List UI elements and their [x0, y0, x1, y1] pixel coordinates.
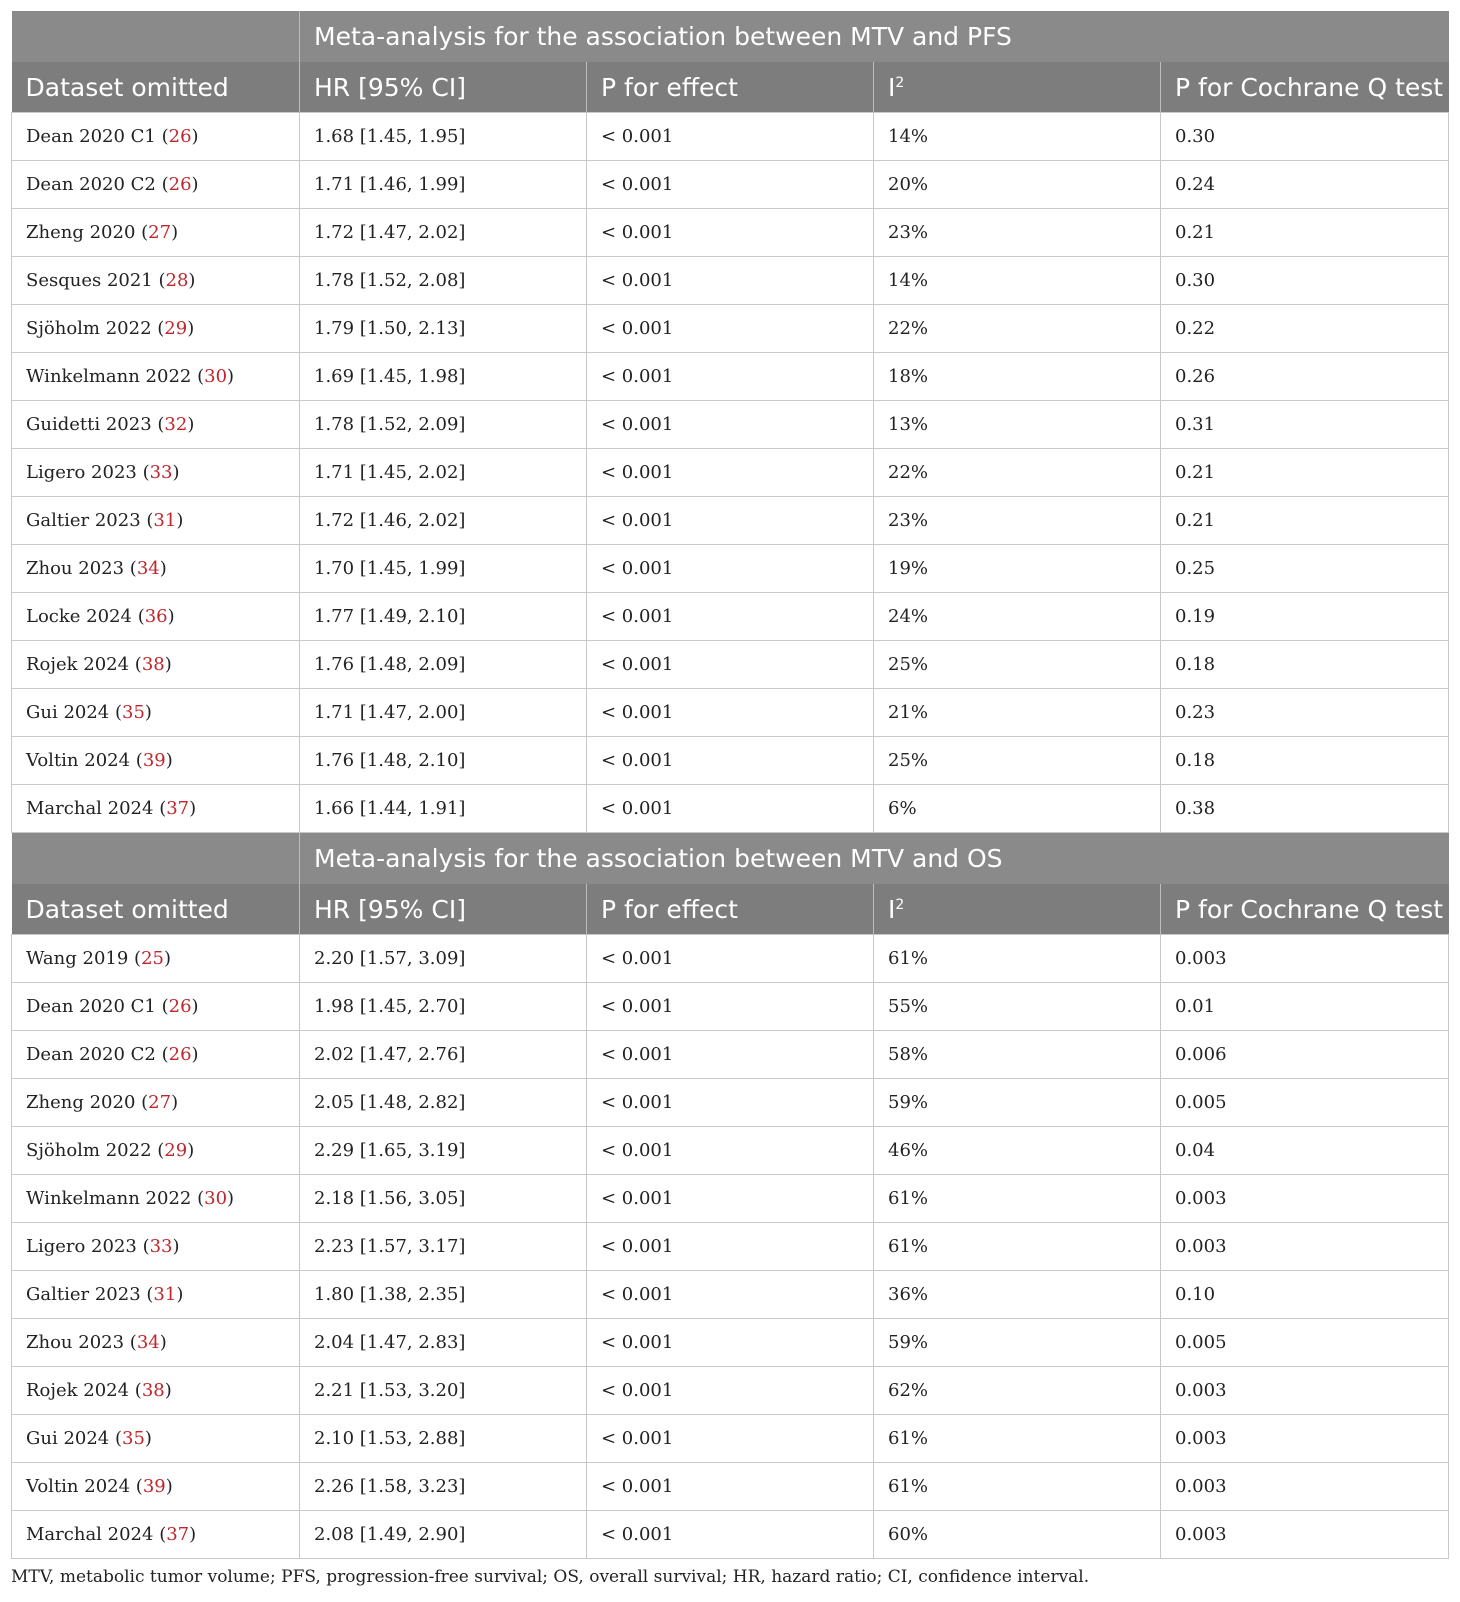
cell-i-squared: 14%	[874, 113, 1161, 161]
cell-i-squared: 61%	[874, 1175, 1161, 1223]
cell-cochrane-q: 0.30	[1161, 257, 1449, 305]
cell-i-squared: 13%	[874, 401, 1161, 449]
reference-link[interactable]: 26	[168, 996, 192, 1017]
cell-dataset-omitted: Zhou 2023 (34)	[12, 545, 300, 593]
table-row	[12, 1511, 1449, 1559]
cell-p-effect: < 0.001	[587, 1079, 874, 1127]
table-row	[12, 737, 1449, 785]
cell-hr-ci: 2.26 [1.58, 3.23]	[300, 1463, 587, 1511]
cell-dataset-omitted: Zheng 2020 (27)	[12, 209, 300, 257]
cell-dataset-omitted: Marchal 2024 (37)	[12, 1511, 300, 1559]
dataset-name: Winkelmann 2022	[26, 1188, 192, 1209]
cell-hr-ci: 1.76 [1.48, 2.09]	[300, 641, 587, 689]
column-header-hr-ci: HR [95% CI]	[300, 62, 587, 113]
group-title-spacer	[12, 833, 300, 885]
cell-i-squared: 59%	[874, 1319, 1161, 1367]
dataset-name: Galtier 2023	[26, 510, 141, 531]
os-group-title-row	[12, 833, 1449, 885]
cell-dataset-omitted: Sjöholm 2022 (29)	[12, 1127, 300, 1175]
cell-dataset-omitted: Winkelmann 2022 (30)	[12, 353, 300, 401]
reference-link[interactable]: 37	[166, 1524, 190, 1545]
table-row	[12, 1031, 1449, 1079]
i-label: I	[888, 894, 896, 924]
cell-dataset-omitted: Dean 2020 C1 (26)	[12, 983, 300, 1031]
cell-dataset-omitted: Winkelmann 2022 (30)	[12, 1175, 300, 1223]
cell-i-squared: 21%	[874, 689, 1161, 737]
column-header-hr-ci: HR [95% CI]	[300, 884, 587, 935]
cell-p-effect: < 0.001	[587, 1319, 874, 1367]
cell-cochrane-q: 0.18	[1161, 641, 1449, 689]
reference-link[interactable]: 37	[166, 798, 190, 819]
column-header-i-squared	[874, 62, 1161, 113]
cell-dataset-omitted: Sjöholm 2022 (29)	[12, 305, 300, 353]
cell-hr-ci: 1.78 [1.52, 2.09]	[300, 401, 587, 449]
cell-p-effect: < 0.001	[587, 1127, 874, 1175]
cell-hr-ci: 1.71 [1.47, 2.00]	[300, 689, 587, 737]
cell-hr-ci: 2.05 [1.48, 2.82]	[300, 1079, 587, 1127]
table-row	[12, 305, 1449, 353]
dataset-name: Guidetti 2023	[26, 414, 152, 435]
cell-cochrane-q: 0.006	[1161, 1031, 1449, 1079]
cell-cochrane-q: 0.003	[1161, 1175, 1449, 1223]
cell-i-squared: 55%	[874, 983, 1161, 1031]
dataset-name: Gui 2024	[26, 702, 110, 723]
reference-link[interactable]: 31	[153, 510, 177, 531]
table-row	[12, 1415, 1449, 1463]
cell-hr-ci: 2.02 [1.47, 2.76]	[300, 1031, 587, 1079]
cell-i-squared: 14%	[874, 257, 1161, 305]
dataset-name: Zheng 2020	[26, 1092, 136, 1113]
cell-cochrane-q: 0.18	[1161, 737, 1449, 785]
dataset-name: Marchal 2024	[26, 798, 154, 819]
column-header-p-effect: P for effect	[587, 62, 874, 113]
cell-p-effect: < 0.001	[587, 1271, 874, 1319]
cell-hr-ci: 2.04 [1.47, 2.83]	[300, 1319, 587, 1367]
cell-cochrane-q: 0.23	[1161, 689, 1449, 737]
cell-p-effect: < 0.001	[587, 1511, 874, 1559]
cell-dataset-omitted: Gui 2024 (35)	[12, 1415, 300, 1463]
table-row	[12, 449, 1449, 497]
cell-i-squared: 18%	[874, 353, 1161, 401]
cell-hr-ci: 1.77 [1.49, 2.10]	[300, 593, 587, 641]
cell-hr-ci: 2.18 [1.56, 3.05]	[300, 1175, 587, 1223]
reference-link[interactable]: 30	[204, 1188, 228, 1209]
cell-cochrane-q: 0.25	[1161, 545, 1449, 593]
reference-link[interactable]: 31	[153, 1284, 177, 1305]
cell-p-effect: < 0.001	[587, 641, 874, 689]
cell-p-effect: < 0.001	[587, 785, 874, 833]
reference-link[interactable]: 35	[122, 702, 145, 723]
cell-i-squared: 24%	[874, 593, 1161, 641]
cell-hr-ci: 1.72 [1.46, 2.02]	[300, 497, 587, 545]
cell-p-effect: < 0.001	[587, 1175, 874, 1223]
cell-dataset-omitted: Wang 2019 (25)	[12, 935, 300, 983]
cell-dataset-omitted: Dean 2020 C2 (26)	[12, 161, 300, 209]
column-header-p-effect: P for effect	[587, 884, 874, 935]
table-footnote: MTV, metabolic tumor volume; PFS, progression-free survival; OS, overall survival; HR, hazard ratio; CI, confidence interval.	[11, 1567, 1090, 1587]
table-row	[12, 1127, 1449, 1175]
cell-p-effect: < 0.001	[587, 1223, 874, 1271]
reference-link[interactable]: 35	[122, 1428, 145, 1449]
sensitivity-analysis-table	[11, 11, 1449, 1559]
table-row	[12, 1079, 1449, 1127]
cell-cochrane-q: 0.21	[1161, 497, 1449, 545]
reference-link[interactable]: 27	[148, 1092, 172, 1113]
cell-i-squared: 61%	[874, 935, 1161, 983]
cell-p-effect: < 0.001	[587, 401, 874, 449]
reference-link[interactable]: 26	[168, 1044, 192, 1065]
cell-p-effect: < 0.001	[587, 1031, 874, 1079]
cell-hr-ci: 1.69 [1.45, 1.98]	[300, 353, 587, 401]
reference-link[interactable]: 33	[149, 462, 173, 483]
table-row	[12, 689, 1449, 737]
table-row	[12, 353, 1449, 401]
column-header-dataset-omitted: Dataset omitted	[12, 62, 300, 113]
cell-p-effect: < 0.001	[587, 983, 874, 1031]
cell-i-squared: 25%	[874, 737, 1161, 785]
cell-i-squared: 61%	[874, 1415, 1161, 1463]
cell-dataset-omitted: Rojek 2024 (38)	[12, 1367, 300, 1415]
cell-i-squared: 46%	[874, 1127, 1161, 1175]
cell-hr-ci: 1.79 [1.50, 2.13]	[300, 305, 587, 353]
cell-i-squared: 61%	[874, 1223, 1161, 1271]
cell-p-effect: < 0.001	[587, 593, 874, 641]
table-row	[12, 497, 1449, 545]
dataset-name: Rojek 2024	[26, 654, 130, 675]
reference-link[interactable]: 29	[164, 1140, 188, 1161]
cell-hr-ci: 1.71 [1.45, 2.02]	[300, 449, 587, 497]
cell-cochrane-q: 0.005	[1161, 1079, 1449, 1127]
dataset-name: Marchal 2024	[26, 1524, 154, 1545]
cell-cochrane-q: 0.30	[1161, 113, 1449, 161]
cell-i-squared: 19%	[874, 545, 1161, 593]
pfs-section-header	[12, 11, 1449, 113]
table-row	[12, 545, 1449, 593]
dataset-name: Sjöholm 2022	[26, 318, 152, 339]
i-superscript: 2	[895, 896, 905, 913]
column-header-dataset-omitted: Dataset omitted	[12, 884, 300, 935]
table-row	[12, 1463, 1449, 1511]
dataset-name: Rojek 2024	[26, 1380, 130, 1401]
pfs-table-body	[12, 113, 1449, 833]
pfs-column-header-row	[12, 62, 1449, 113]
table-row	[12, 1223, 1449, 1271]
table-row	[12, 935, 1449, 983]
dataset-name: Galtier 2023	[26, 1284, 141, 1305]
cell-dataset-omitted: Gui 2024 (35)	[12, 689, 300, 737]
cell-i-squared: 25%	[874, 641, 1161, 689]
reference-link[interactable]: 28	[165, 270, 189, 291]
dataset-name: Dean 2020 C1	[26, 126, 156, 147]
cell-dataset-omitted: Zheng 2020 (27)	[12, 1079, 300, 1127]
cell-hr-ci: 2.21 [1.53, 3.20]	[300, 1367, 587, 1415]
cell-dataset-omitted: Dean 2020 C2 (26)	[12, 1031, 300, 1079]
cell-p-effect: < 0.001	[587, 1463, 874, 1511]
column-header-i-squared	[874, 884, 1161, 935]
cell-p-effect: < 0.001	[587, 545, 874, 593]
cell-p-effect: < 0.001	[587, 161, 874, 209]
cell-p-effect: < 0.001	[587, 209, 874, 257]
reference-link[interactable]: 30	[204, 366, 228, 387]
table-row	[12, 1367, 1449, 1415]
cell-i-squared: 36%	[874, 1271, 1161, 1319]
table-row	[12, 593, 1449, 641]
cell-dataset-omitted: Rojek 2024 (38)	[12, 641, 300, 689]
dataset-name: Ligero 2023	[26, 462, 137, 483]
cell-cochrane-q: 0.04	[1161, 1127, 1449, 1175]
cell-i-squared: 59%	[874, 1079, 1161, 1127]
cell-hr-ci: 2.08 [1.49, 2.90]	[300, 1511, 587, 1559]
dataset-name: Dean 2020 C2	[26, 174, 156, 195]
cell-cochrane-q: 0.26	[1161, 353, 1449, 401]
cell-i-squared: 62%	[874, 1367, 1161, 1415]
i-label: I	[888, 72, 896, 102]
reference-link[interactable]: 29	[164, 318, 188, 339]
reference-link[interactable]: 36	[144, 606, 168, 627]
reference-link[interactable]: 33	[149, 1236, 173, 1257]
cell-dataset-omitted: Ligero 2023 (33)	[12, 449, 300, 497]
pfs-section-title: Meta-analysis for the association between MTV and PFS	[300, 11, 1449, 62]
cell-cochrane-q: 0.003	[1161, 1511, 1449, 1559]
meta-analysis-table-container	[11, 11, 1448, 1559]
dataset-name: Dean 2020 C2	[26, 1044, 156, 1065]
cell-p-effect: < 0.001	[587, 257, 874, 305]
table-row	[12, 257, 1449, 305]
cell-cochrane-q: 0.24	[1161, 161, 1449, 209]
cell-i-squared: 22%	[874, 305, 1161, 353]
table-row	[12, 209, 1449, 257]
cell-cochrane-q: 0.19	[1161, 593, 1449, 641]
cell-dataset-omitted: Locke 2024 (36)	[12, 593, 300, 641]
cell-dataset-omitted: Ligero 2023 (33)	[12, 1223, 300, 1271]
cell-i-squared: 22%	[874, 449, 1161, 497]
table-row	[12, 113, 1449, 161]
reference-link[interactable]: 39	[142, 750, 166, 771]
cell-hr-ci: 2.20 [1.57, 3.09]	[300, 935, 587, 983]
cell-cochrane-q: 0.003	[1161, 1367, 1449, 1415]
os-column-header-row	[12, 884, 1449, 935]
dataset-name: Voltin 2024	[26, 750, 131, 771]
dataset-name: Dean 2020 C1	[26, 996, 156, 1017]
cell-hr-ci: 1.78 [1.52, 2.08]	[300, 257, 587, 305]
cell-cochrane-q: 0.005	[1161, 1319, 1449, 1367]
cell-p-effect: < 0.001	[587, 689, 874, 737]
reference-link[interactable]: 32	[164, 414, 188, 435]
reference-link[interactable]: 25	[141, 948, 164, 969]
cell-cochrane-q: 0.22	[1161, 305, 1449, 353]
cell-cochrane-q: 0.21	[1161, 449, 1449, 497]
dataset-name: Wang 2019	[26, 948, 129, 969]
dataset-name: Sjöholm 2022	[26, 1140, 152, 1161]
cell-cochrane-q: 0.01	[1161, 983, 1449, 1031]
dataset-name: Gui 2024	[26, 1428, 110, 1449]
os-section-header	[12, 833, 1449, 935]
cell-cochrane-q: 0.003	[1161, 935, 1449, 983]
dataset-name: Winkelmann 2022	[26, 366, 192, 387]
cell-cochrane-q: 0.003	[1161, 1415, 1449, 1463]
dataset-name: Sesques 2021	[26, 270, 153, 291]
cell-p-effect: < 0.001	[587, 737, 874, 785]
table-row	[12, 1175, 1449, 1223]
table-row	[12, 161, 1449, 209]
cell-hr-ci: 1.76 [1.48, 2.10]	[300, 737, 587, 785]
cell-hr-ci: 1.80 [1.38, 2.35]	[300, 1271, 587, 1319]
table-row	[12, 401, 1449, 449]
cell-cochrane-q: 0.21	[1161, 209, 1449, 257]
cell-hr-ci: 1.68 [1.45, 1.95]	[300, 113, 587, 161]
cell-cochrane-q: 0.003	[1161, 1223, 1449, 1271]
reference-link[interactable]: 38	[141, 654, 165, 675]
cell-cochrane-q: 0.31	[1161, 401, 1449, 449]
reference-link[interactable]: 34	[136, 558, 160, 579]
cell-p-effect: < 0.001	[587, 449, 874, 497]
dataset-name: Zhou 2023	[26, 1332, 125, 1353]
cell-dataset-omitted: Dean 2020 C1 (26)	[12, 113, 300, 161]
column-header-cochrane-q: P for Cochrane Q test	[1161, 884, 1449, 935]
cell-p-effect: < 0.001	[587, 113, 874, 161]
cell-dataset-omitted: Galtier 2023 (31)	[12, 497, 300, 545]
table-row	[12, 785, 1449, 833]
cell-i-squared: 58%	[874, 1031, 1161, 1079]
cell-i-squared: 60%	[874, 1511, 1161, 1559]
column-header-cochrane-q: P for Cochrane Q test	[1161, 62, 1449, 113]
table-row	[12, 1271, 1449, 1319]
dataset-name: Zhou 2023	[26, 558, 125, 579]
cell-i-squared: 23%	[874, 497, 1161, 545]
cell-hr-ci: 1.70 [1.45, 1.99]	[300, 545, 587, 593]
cell-p-effect: < 0.001	[587, 1415, 874, 1463]
cell-dataset-omitted: Marchal 2024 (37)	[12, 785, 300, 833]
cell-p-effect: < 0.001	[587, 935, 874, 983]
cell-hr-ci: 1.66 [1.44, 1.91]	[300, 785, 587, 833]
cell-dataset-omitted: Galtier 2023 (31)	[12, 1271, 300, 1319]
reference-link[interactable]: 26	[168, 126, 192, 147]
cell-cochrane-q: 0.10	[1161, 1271, 1449, 1319]
reference-link[interactable]: 34	[136, 1332, 160, 1353]
reference-link[interactable]: 38	[141, 1380, 165, 1401]
reference-link[interactable]: 27	[148, 222, 172, 243]
i-superscript: 2	[895, 74, 905, 91]
cell-p-effect: < 0.001	[587, 1367, 874, 1415]
cell-hr-ci: 1.71 [1.46, 1.99]	[300, 161, 587, 209]
cell-dataset-omitted: Sesques 2021 (28)	[12, 257, 300, 305]
dataset-name: Voltin 2024	[26, 1476, 131, 1497]
cell-i-squared: 23%	[874, 209, 1161, 257]
cell-i-squared: 20%	[874, 161, 1161, 209]
cell-i-squared: 61%	[874, 1463, 1161, 1511]
group-title-spacer	[12, 11, 300, 62]
table-row	[12, 983, 1449, 1031]
reference-link[interactable]: 39	[142, 1476, 166, 1497]
table-row	[12, 1319, 1449, 1367]
dataset-name: Zheng 2020	[26, 222, 136, 243]
cell-p-effect: < 0.001	[587, 353, 874, 401]
cell-cochrane-q: 0.003	[1161, 1463, 1449, 1511]
cell-hr-ci: 2.29 [1.65, 3.19]	[300, 1127, 587, 1175]
reference-link[interactable]: 26	[168, 174, 192, 195]
cell-hr-ci: 1.98 [1.45, 2.70]	[300, 983, 587, 1031]
dataset-name: Locke 2024	[26, 606, 132, 627]
cell-cochrane-q: 0.38	[1161, 785, 1449, 833]
cell-p-effect: < 0.001	[587, 305, 874, 353]
table-row	[12, 641, 1449, 689]
cell-p-effect: < 0.001	[587, 497, 874, 545]
cell-dataset-omitted: Zhou 2023 (34)	[12, 1319, 300, 1367]
cell-hr-ci: 2.23 [1.57, 3.17]	[300, 1223, 587, 1271]
dataset-name: Ligero 2023	[26, 1236, 137, 1257]
cell-dataset-omitted: Voltin 2024 (39)	[12, 1463, 300, 1511]
os-table-body	[12, 935, 1449, 1559]
cell-dataset-omitted: Guidetti 2023 (32)	[12, 401, 300, 449]
cell-hr-ci: 2.10 [1.53, 2.88]	[300, 1415, 587, 1463]
cell-dataset-omitted: Voltin 2024 (39)	[12, 737, 300, 785]
os-section-title: Meta-analysis for the association between MTV and OS	[300, 833, 1449, 885]
pfs-group-title-row	[12, 11, 1449, 62]
cell-i-squared: 6%	[874, 785, 1161, 833]
cell-hr-ci: 1.72 [1.47, 2.02]	[300, 209, 587, 257]
